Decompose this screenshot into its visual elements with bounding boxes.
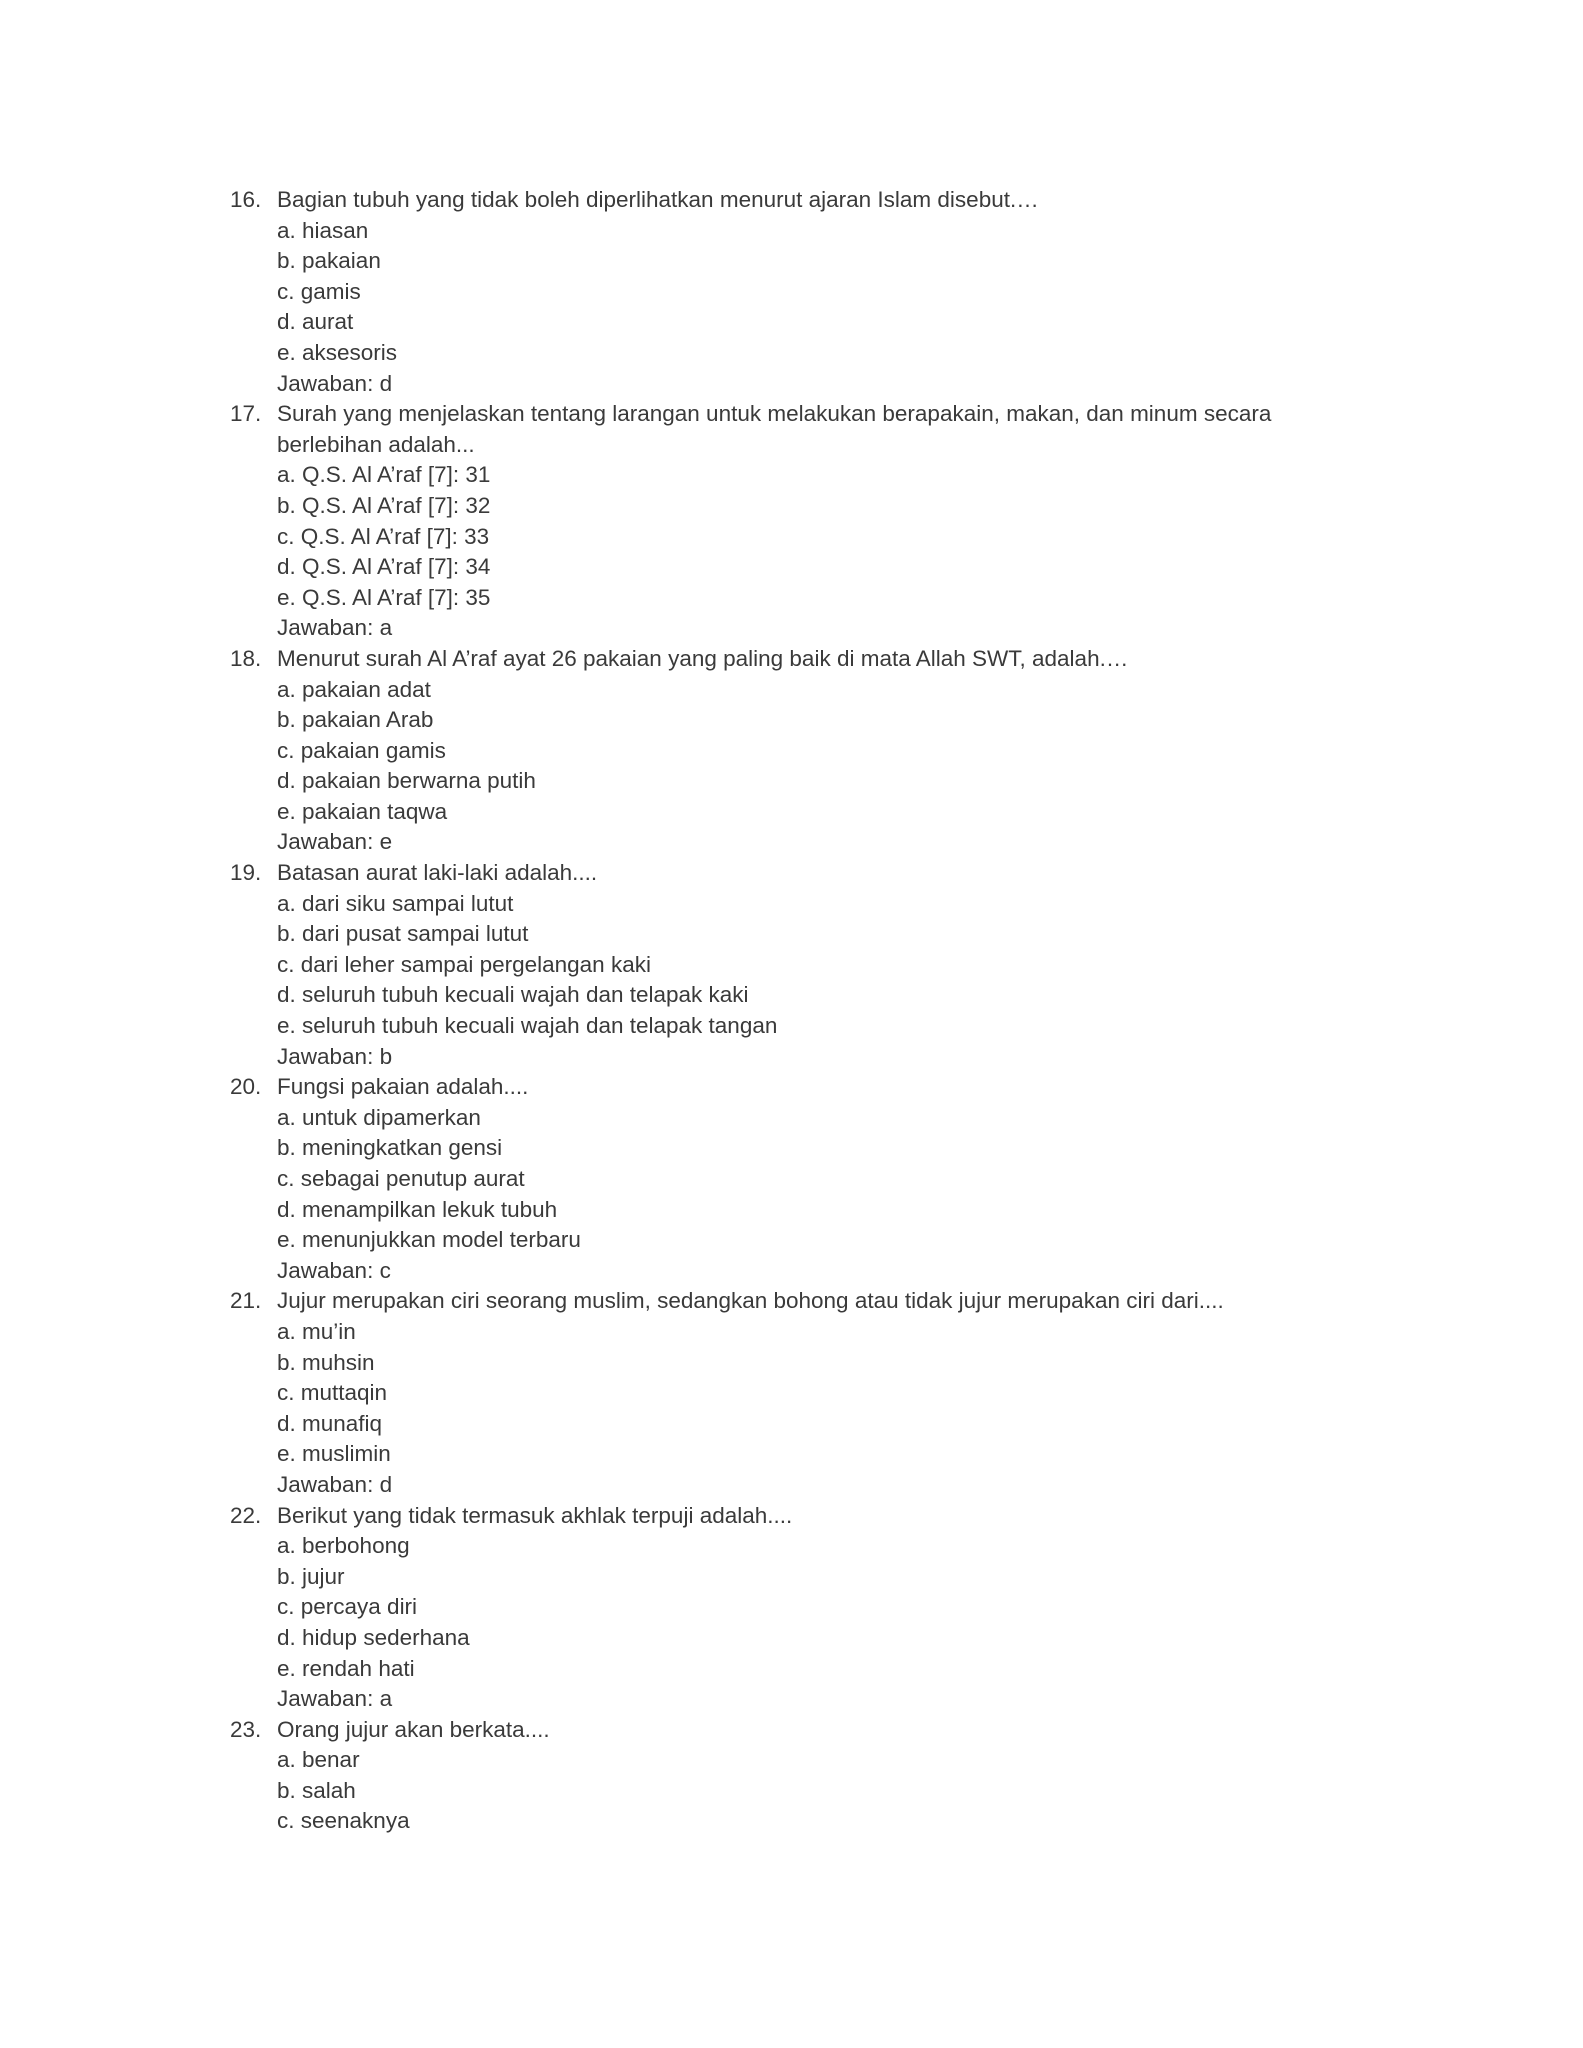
question-number: 19.: [230, 860, 262, 886]
question-text: Berikut yang tidak termasuk akhlak terpuji adalah....: [277, 1502, 793, 1528]
question-number: 22.: [230, 1502, 262, 1528]
option-d: d. aurat: [277, 309, 354, 335]
option-b: b. Q.S. Al A’raf [7]: 32: [277, 492, 491, 518]
option-b: b. salah: [277, 1777, 356, 1803]
option-a: a. benar: [277, 1747, 360, 1773]
question-23: [0, 1715, 1583, 1837]
answer-key: Jawaban: a: [277, 1686, 393, 1712]
answer-key: Jawaban: c: [277, 1257, 391, 1283]
question-text: Orang jujur akan berkata....: [277, 1716, 550, 1742]
question-16: [0, 185, 1583, 399]
option-e: e. menunjukkan model terbaru: [277, 1227, 581, 1253]
question-20: [0, 1072, 1583, 1286]
option-b: b. muhsin: [277, 1349, 375, 1375]
option-b: b. meningkatkan gensi: [277, 1135, 503, 1161]
question-number: 18.: [230, 645, 262, 671]
option-c: c. Q.S. Al A’raf [7]: 33: [277, 523, 490, 549]
option-e: e. seluruh tubuh kecuali wajah dan telapak tangan: [277, 1013, 778, 1039]
option-c: c. dari leher sampai pergelangan kaki: [277, 951, 651, 977]
option-a: a. berbohong: [277, 1533, 410, 1559]
answer-key: Jawaban: d: [277, 1471, 393, 1497]
option-e: e. pakaian taqwa: [277, 798, 448, 824]
option-d: d. munafiq: [277, 1410, 383, 1436]
option-e: e. Q.S. Al A’raf [7]: 35: [277, 584, 491, 610]
option-b: b. dari pusat sampai lutut: [277, 921, 529, 947]
question-19: [0, 858, 1583, 1072]
option-d: d. Q.S. Al A’raf [7]: 34: [277, 554, 491, 580]
option-c: c. muttaqin: [277, 1380, 388, 1406]
option-c: c. percaya diri: [277, 1594, 418, 1620]
document-page: [0, 185, 1583, 1837]
option-c: c. pakaian gamis: [277, 737, 446, 763]
question-text: Menurut surah Al A’raf ayat 26 pakaian yang paling baik di mata Allah SWT, adalah.…: [277, 645, 1129, 671]
question-21: [0, 1286, 1583, 1500]
option-b: b. pakaian Arab: [277, 707, 434, 733]
option-d: d. seluruh tubuh kecuali wajah dan telapak kaki: [277, 982, 749, 1008]
answer-key: Jawaban: d: [277, 370, 393, 396]
option-e: e. aksesoris: [277, 339, 398, 365]
question-number: 20.: [230, 1074, 262, 1100]
question-text: Surah yang menjelaskan tentang larangan untuk melakukan berapakain, makan, dan minum secara berlebihan adalah...: [277, 401, 1272, 457]
option-d: d. pakaian berwarna putih: [277, 768, 536, 794]
question-text: Fungsi pakaian adalah....: [277, 1074, 529, 1100]
option-b: b. pakaian: [277, 248, 381, 274]
option-a: a. mu’in: [277, 1318, 356, 1344]
option-a: a. dari siku sampai lutut: [277, 890, 514, 916]
answer-key: Jawaban: e: [277, 829, 393, 855]
question-number: 16.: [230, 187, 262, 212]
option-c: c. sebagai penutup aurat: [277, 1166, 525, 1191]
question-number: 17.: [230, 401, 262, 427]
option-a: a. untuk dipamerkan: [277, 1104, 481, 1130]
question-number: 21.: [230, 1288, 262, 1314]
option-e: e. muslimin: [277, 1441, 391, 1467]
option-d: d. hidup sederhana: [277, 1624, 470, 1650]
question-22: [0, 1501, 1583, 1715]
question-text: Batasan aurat laki-laki adalah....: [277, 860, 598, 886]
question-17: [0, 399, 1583, 644]
option-b: b. jujur: [277, 1563, 345, 1589]
option-c: c. seenaknya: [277, 1808, 410, 1834]
option-a: a. Q.S. Al A’raf [7]: 31: [277, 462, 491, 488]
question-text: Bagian tubuh yang tidak boleh diperlihatkan menurut ajaran Islam disebut.…: [277, 187, 1039, 212]
answer-key: Jawaban: b: [277, 1043, 393, 1069]
option-e: e. rendah hati: [277, 1655, 415, 1681]
option-a: a. hiasan: [277, 217, 369, 243]
option-d: d. menampilkan lekuk tubuh: [277, 1196, 558, 1222]
option-a: a. pakaian adat: [277, 676, 431, 702]
answer-key: Jawaban: a: [277, 615, 393, 641]
question-18: [0, 644, 1583, 858]
question-number: 23.: [230, 1716, 262, 1742]
question-text: Jujur merupakan ciri seorang muslim, sedangkan bohong atau tidak jujur merupakan ciri dari....: [277, 1288, 1224, 1314]
option-c: c. gamis: [277, 278, 361, 304]
